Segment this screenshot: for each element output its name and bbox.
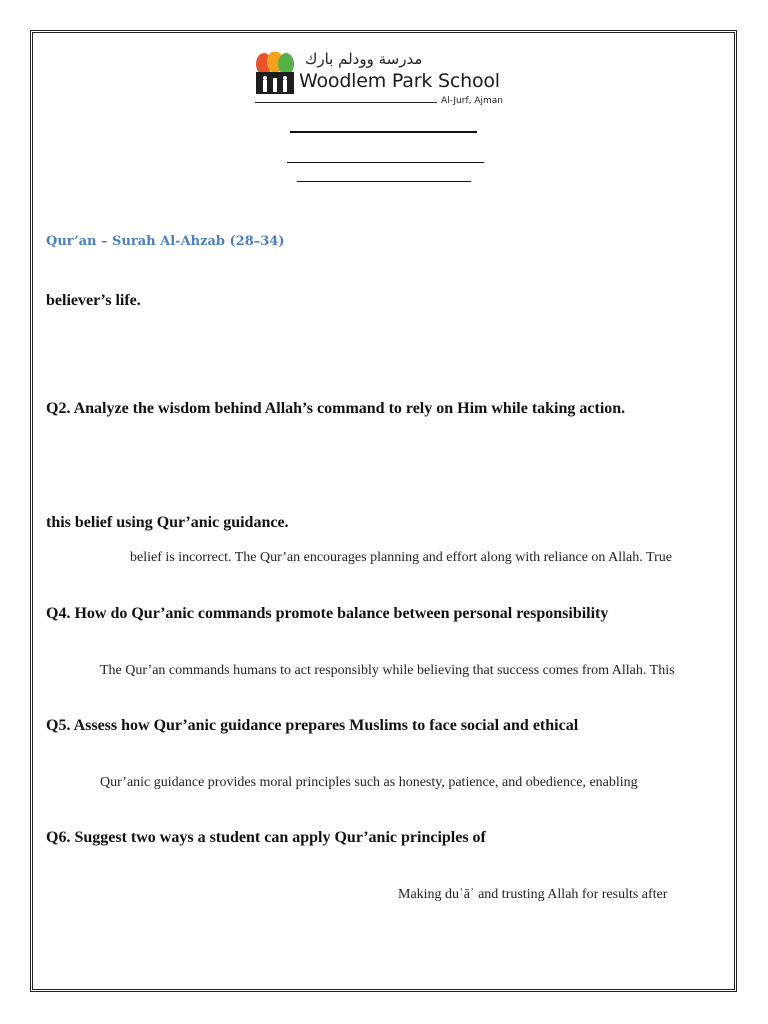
answer-3: belief is incorrect. The Qur’an encourages planning and effort along with reliance on Allah. True [130, 550, 672, 565]
blank-line [297, 181, 471, 182]
subject-heading: Qur’an – Surah Al-Ahzab (28–34) [46, 234, 285, 249]
school-logo-icon [255, 52, 295, 96]
question-1-continuation: believer’s life. [46, 292, 141, 309]
blank-line [287, 162, 484, 163]
school-location: Al-Jurf, Ajman [441, 96, 503, 106]
answer-4: The Qur’an commands humans to act responsibly while believing that success comes from Allah. This [100, 663, 675, 678]
answer-5: Qur’anic guidance provides moral principles such as honesty, patience, and obedience, enabling [100, 775, 638, 790]
question-3-continuation: this belief using Qur’anic guidance. [46, 514, 289, 531]
question-4: Q4. How do Qur’anic commands promote balance between personal responsibility [46, 605, 609, 622]
school-name-arabic: مدرسة وودلم بارك [305, 50, 423, 68]
page-border [30, 30, 737, 992]
question-5: Q5. Assess how Qur’anic guidance prepares Muslims to face social and ethical [46, 717, 579, 734]
school-name: Woodlem Park School [299, 70, 500, 92]
question-2: Q2. Analyze the wisdom behind Allah’s command to rely on Him while taking action. [46, 400, 626, 417]
answer-6: Making duʿāʾ and trusting Allah for results after [398, 887, 668, 902]
school-logo [255, 50, 520, 112]
question-6: Q6. Suggest two ways a student can apply Qur’anic principles of [46, 829, 486, 846]
logo-divider [255, 102, 437, 103]
blank-line [290, 131, 477, 133]
